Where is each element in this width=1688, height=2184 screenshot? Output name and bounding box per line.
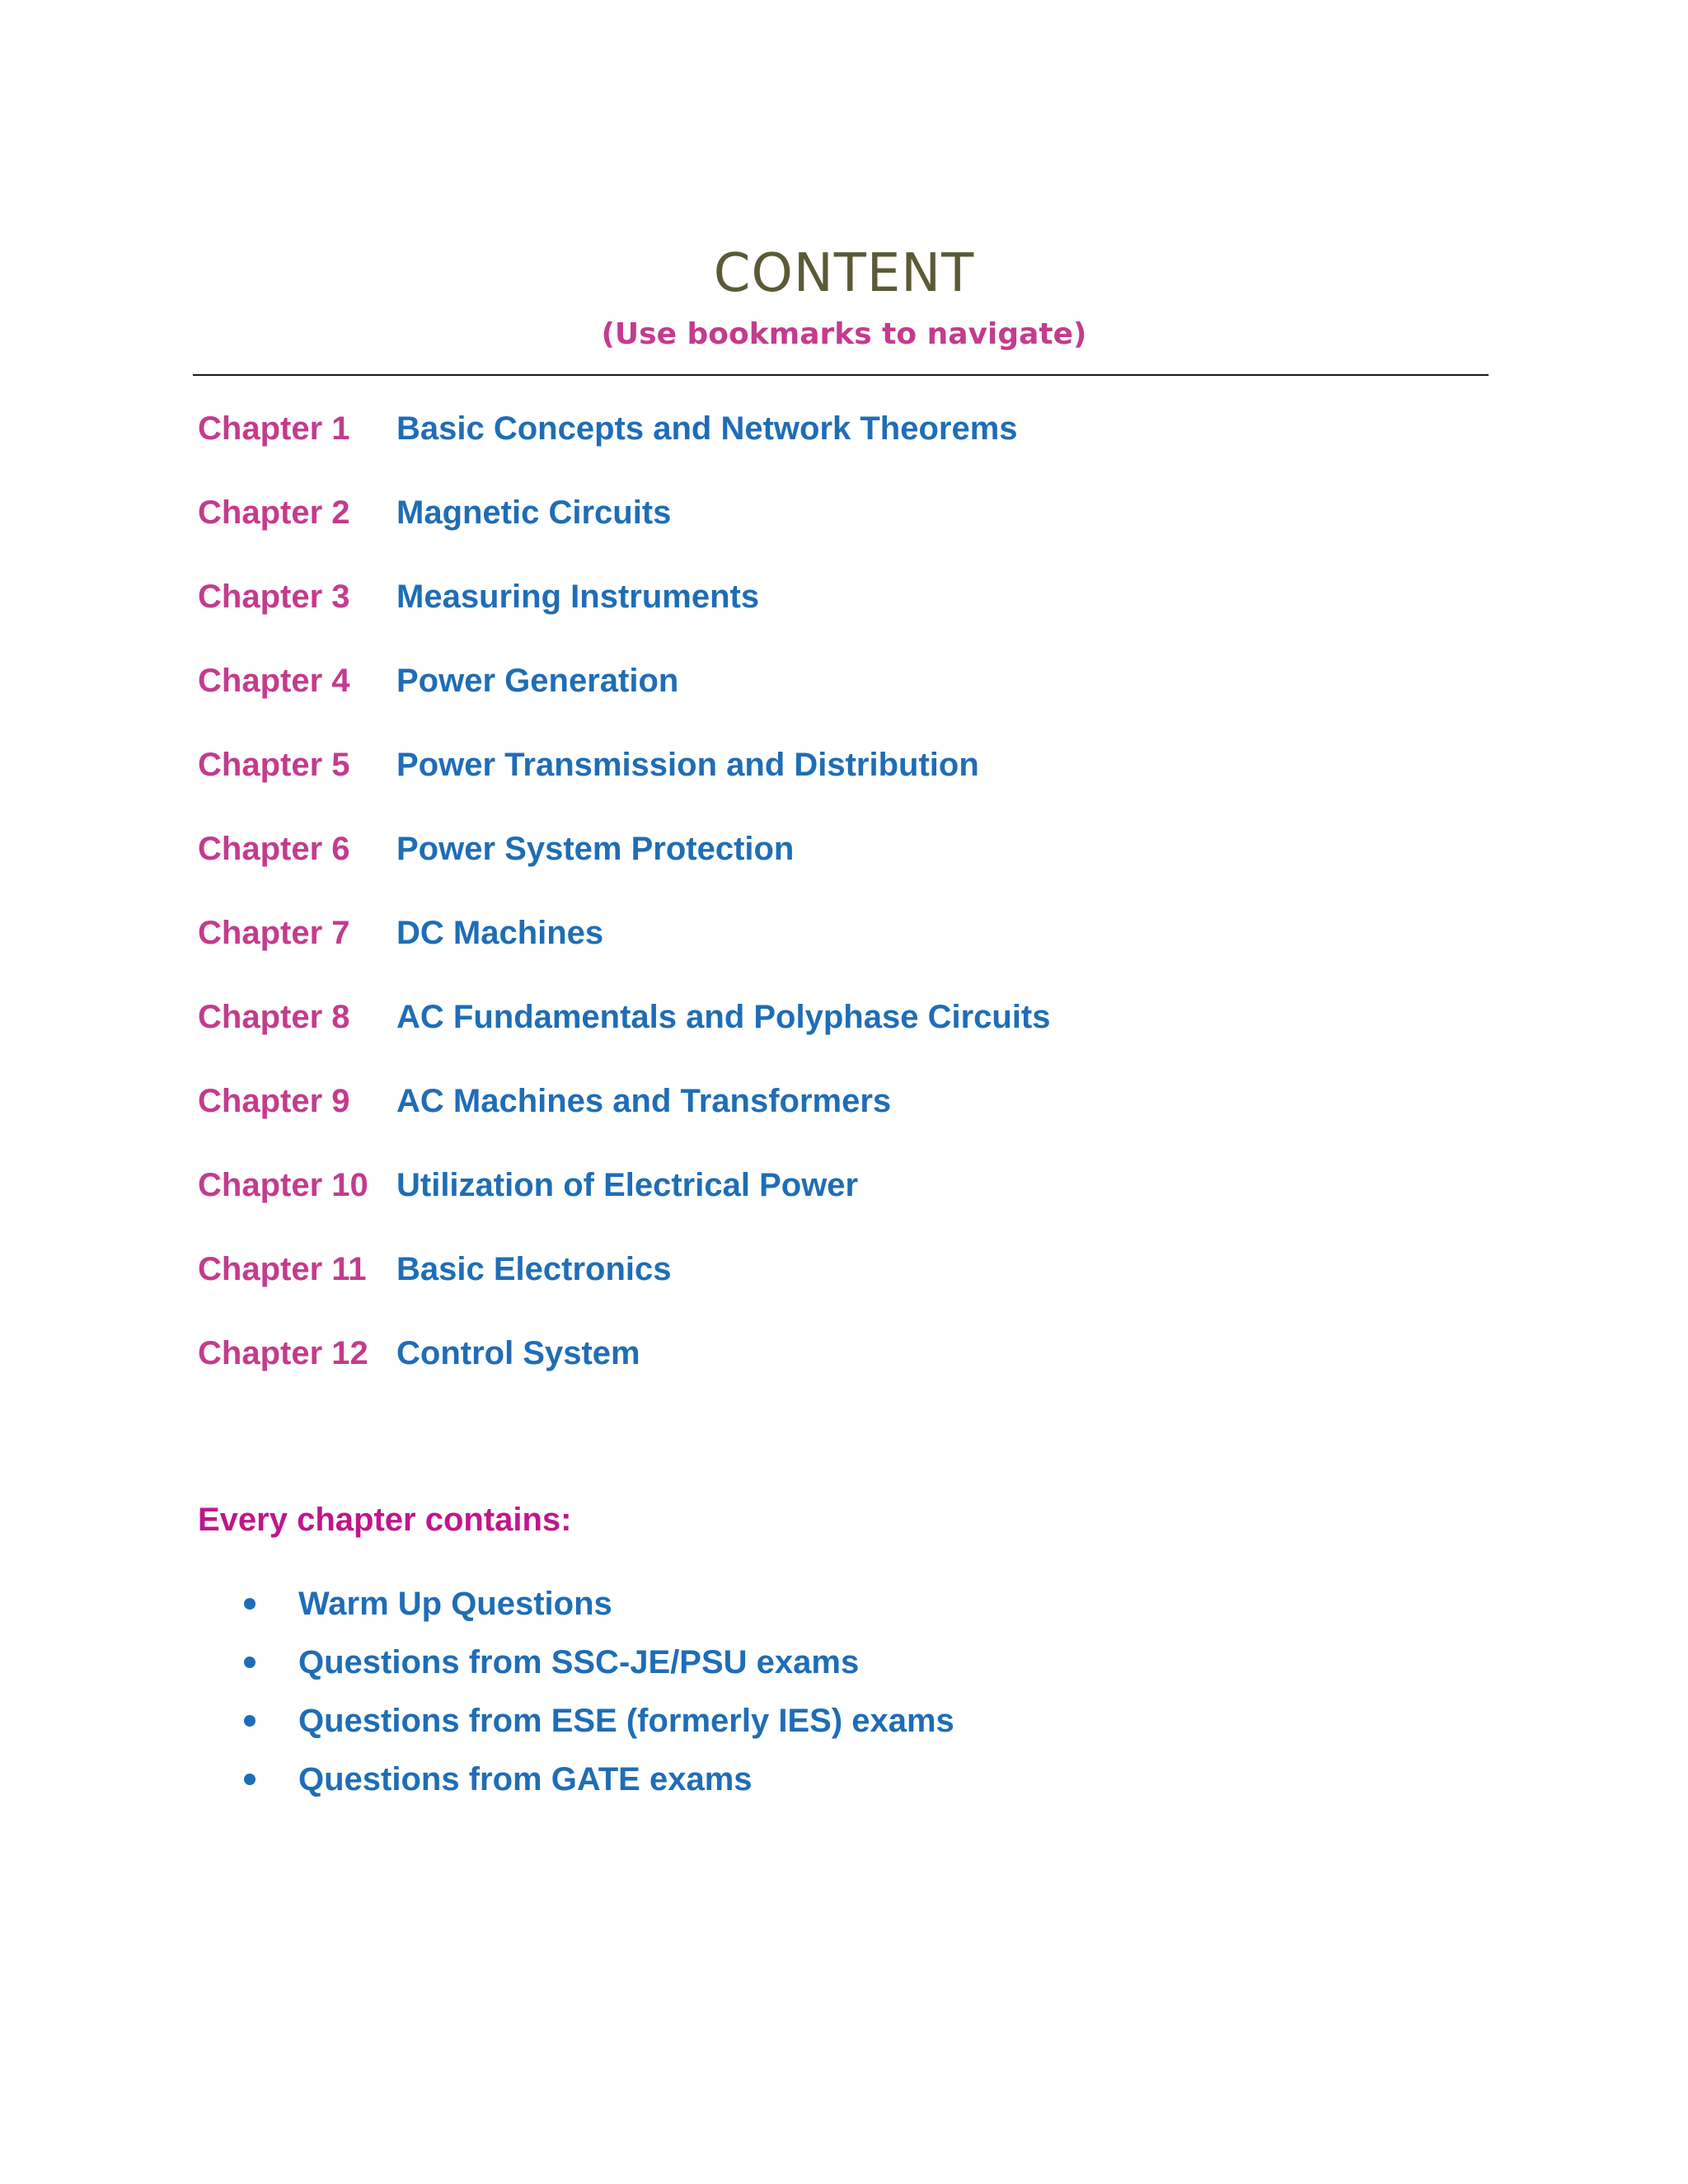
list-item-label: Questions from SSC-JE/PSU exams (298, 1644, 860, 1680)
list-item-label: Questions from GATE exams (298, 1761, 753, 1797)
bullet-icon (244, 1657, 256, 1668)
page-title: CONTENT (713, 243, 975, 304)
toc-entry-chapter-1[interactable] (198, 405, 1484, 490)
toc-entry-chapter-8[interactable] (198, 994, 1484, 1078)
chapter-title[interactable]: AC Fundamentals and Polyphase Circuits (396, 999, 1051, 1035)
toc-entry-chapter-3[interactable] (198, 574, 1484, 658)
chapter-number: Chapter 6 (198, 831, 350, 867)
chapter-title[interactable]: Control System (396, 1335, 640, 1371)
chapter-contents-heading: Every chapter contains: (198, 1502, 572, 1538)
toc-entry-chapter-6[interactable] (198, 826, 1484, 910)
toc-entry-chapter-2[interactable] (198, 490, 1484, 574)
chapter-contents-list (244, 1581, 954, 1815)
list-item (244, 1756, 954, 1815)
chapter-title[interactable]: Power Transmission and Distribution (396, 747, 979, 783)
list-item (244, 1639, 954, 1698)
chapter-title[interactable]: Basic Concepts and Network Theorems (396, 410, 1018, 447)
bullet-icon (244, 1774, 256, 1785)
chapter-title[interactable]: Basic Electronics (396, 1251, 672, 1287)
title-divider (193, 374, 1489, 376)
toc-entry-chapter-5[interactable] (198, 742, 1484, 826)
toc-entry-chapter-12[interactable] (198, 1330, 1484, 1414)
chapter-title[interactable]: Power System Protection (396, 831, 795, 867)
chapter-number: Chapter 1 (198, 410, 350, 447)
toc-entry-chapter-7[interactable] (198, 910, 1484, 994)
chapter-number: Chapter 12 (198, 1335, 368, 1371)
chapter-number: Chapter 3 (198, 579, 350, 615)
chapter-title[interactable]: Magnetic Circuits (396, 494, 672, 531)
chapter-number: Chapter 4 (198, 663, 350, 699)
list-item-label: Warm Up Questions (298, 1586, 612, 1622)
chapter-number: Chapter 5 (198, 747, 350, 783)
chapter-number: Chapter 7 (198, 915, 350, 951)
chapter-title[interactable]: Measuring Instruments (396, 579, 760, 615)
chapter-title[interactable]: AC Machines and Transformers (396, 1083, 892, 1119)
bullet-icon (244, 1715, 256, 1727)
list-item (244, 1581, 954, 1639)
table-of-contents (198, 405, 1484, 1414)
chapter-title[interactable]: Power Generation (396, 663, 679, 699)
chapter-title[interactable]: Utilization of Electrical Power (396, 1167, 859, 1203)
toc-entry-chapter-4[interactable] (198, 658, 1484, 742)
toc-entry-chapter-9[interactable] (198, 1078, 1484, 1162)
page-subtitle: (Use bookmarks to navigate) (601, 317, 1087, 351)
list-item-label: Questions from ESE (formerly IES) exams (298, 1703, 954, 1739)
toc-entry-chapter-10[interactable] (198, 1162, 1484, 1246)
chapter-number: Chapter 10 (198, 1167, 368, 1203)
toc-entry-chapter-11[interactable] (198, 1246, 1484, 1330)
chapter-number: Chapter 9 (198, 1083, 350, 1119)
chapter-number: Chapter 11 (198, 1251, 367, 1287)
chapter-number: Chapter 8 (198, 999, 350, 1035)
list-item (244, 1698, 954, 1756)
bullet-icon (244, 1598, 256, 1610)
chapter-number: Chapter 2 (198, 494, 350, 531)
chapter-title[interactable]: DC Machines (396, 915, 604, 951)
